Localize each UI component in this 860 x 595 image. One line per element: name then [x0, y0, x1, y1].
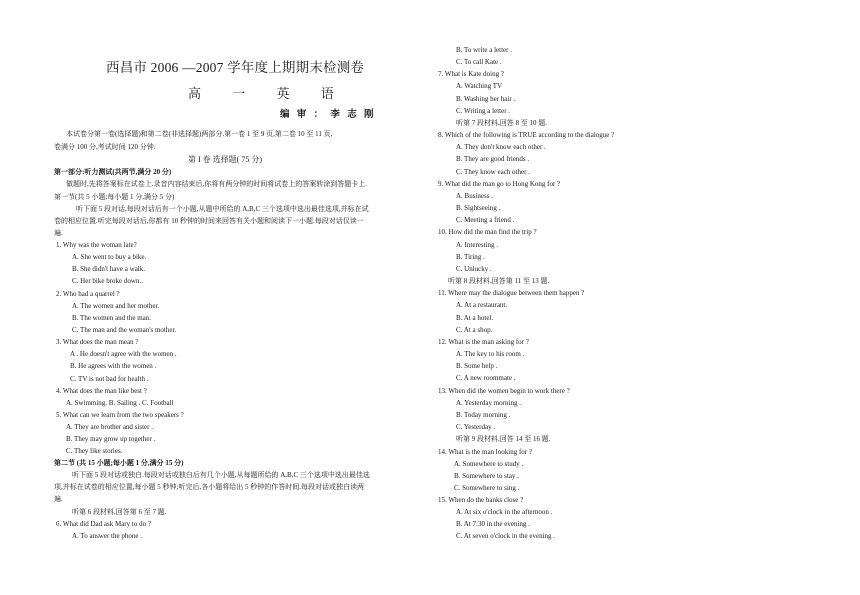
q5-option-b: B. They may grow up together .	[66, 435, 156, 443]
q2-option-c: C. The man and the woman's mother.	[72, 326, 177, 334]
q9-option-b: B. Sightseeing .	[456, 204, 501, 212]
question-4: 4. What does the man like best ?	[56, 387, 147, 395]
q7-option-a: A. Watching TV	[456, 82, 503, 90]
q9-option-a: A. Business .	[456, 192, 493, 200]
q8-option-b: B. They are good friends .	[456, 155, 530, 163]
q2-option-b: B. The women and the man.	[72, 314, 151, 322]
q3-option-b: B. He agrees with the women .	[70, 362, 157, 370]
q10-option-c: C. Unlucky .	[456, 265, 492, 273]
material-9-note: 听第 9 段材料,回答 14 至 16 题.	[456, 435, 551, 443]
q4-options: A. Swimming. B. Sailing . C. Football	[66, 399, 174, 407]
q15-option-b: B. At 7:30 in the evening .	[456, 520, 530, 528]
question-2: 2. Who had a quarrel ?	[56, 290, 120, 298]
question-5: 5. What can we learn from the two speakers ?	[56, 411, 184, 419]
q14-option-c: C. Somewhere to sing .	[454, 484, 520, 492]
q8-option-c: C. They know each other .	[456, 168, 530, 176]
material-7-note: 听第 7 段材料,回答 8 至 10 题.	[456, 119, 547, 127]
q11-option-b: B. At a hotel.	[456, 314, 494, 322]
question-6: 6. What did Dad ask Mary to do ?	[56, 520, 151, 528]
editor-credit: 编 审 ： 李 志 刚	[280, 109, 376, 120]
q12-option-a: A. The key to his room .	[456, 350, 525, 358]
q10-option-b: B. Tiring .	[456, 253, 485, 261]
q12-option-b: B. Some help .	[456, 362, 498, 370]
q15-option-c: C. At seven o'clock in the evening .	[456, 532, 556, 540]
q13-option-a: A. Yesterday morning .	[456, 399, 521, 407]
q11-option-c: C. At a shop.	[456, 326, 493, 334]
part2-heading: 第二节 (共 15 小题;每小题 1 分,满分 15 分)	[54, 459, 184, 467]
q5-option-a: A. They are brother and sister .	[66, 423, 153, 431]
question-3: 3. What does the man mean ?	[56, 338, 139, 346]
question-9: 9. What did the man go to Hong Kong for ?	[438, 180, 561, 188]
q6-option-b: B. To write a letter .	[456, 46, 512, 54]
intro-line-1: 本试卷分第一卷(选择题)和第二卷(非选择题)两部分.第一卷 1 至 9 页,第二卷 10 至 11 页,	[66, 130, 333, 138]
exam-title: 西昌市 2006 —2007 学年度上期期末检测卷	[106, 60, 365, 75]
question-11: 11. Where may the dialogue between them happen ?	[438, 289, 585, 297]
q10-option-a: A. Interesting .	[456, 241, 498, 249]
q9-option-c: C. Meeting a friend .	[456, 216, 515, 224]
q15-option-a: A. At six o'clock in the afternoon .	[456, 508, 553, 516]
q13-option-c: C. Yesterday .	[456, 423, 496, 431]
q3-option-c: C. TV is not bad for health .	[70, 375, 149, 383]
question-15: 15. When do the banks close ?	[438, 496, 524, 504]
question-7: 7. What is Kate doing ?	[438, 70, 504, 78]
q6-option-c: C. To call Kate .	[456, 58, 502, 66]
q1-option-c: C. Her bike broke down..	[72, 277, 143, 285]
q13-option-b: B. Today morning .	[456, 411, 511, 419]
section-heading: 第 I 卷 选择题( 75 分)	[188, 155, 262, 164]
question-13: 13. When did the women begin to work there ?	[438, 387, 570, 395]
q14-option-a: A. Somewhere to study .	[454, 460, 524, 468]
q5-option-c: C. They like stories.	[66, 447, 123, 455]
part2-instruction-1: 听下面 5 段对话或独白.每段对话或独白后有几个小题,从每题所给的 A,B,C 三个选项中选出最佳选	[72, 471, 370, 479]
part1-instruction-4: 卷的相应位置.听完每段对话后,你都有 10 秒钟的时间来回答有关小题和阅读下一小题.每段对话仅读一	[54, 217, 364, 225]
q12-option-c: C. A new roommate .	[456, 374, 516, 382]
question-1: 1. Why was the woman late?	[56, 241, 137, 249]
question-12: 12. What is the man asking for ?	[438, 338, 529, 346]
material-6-note: 听第 6 段材料,回答第 6 至 7 题.	[72, 508, 167, 516]
question-8: 8. Which of the following is TRUE according to the dialogue ?	[438, 131, 615, 139]
material-8-note: 听第 8 段材料,回答第 11 至 13 题.	[448, 277, 550, 285]
q1-option-b: B. She didn't have a walk.	[72, 265, 145, 273]
q7-option-c: C. Writing a letter .	[456, 107, 511, 115]
part1-heading: 第一部分:听力测试(共两节,满分 20 分)	[54, 168, 172, 176]
part2-instruction-2: 项,并标在试卷的相应位置,每小题 5 秒钟;听完后,各小题将给出 5 秒钟的作答时间.每段对话或独白读两	[54, 483, 364, 491]
part1-instruction-3: 听下面 5 段对话,每段对话后有一个小题,从题中所给的 A,B,C 三个选项中选出最佳选项,并标在试	[76, 205, 369, 213]
q14-option-b: B. Somewhere to stay .	[454, 472, 519, 480]
q3-option-a: A . He doesn't agree with the women .	[70, 350, 177, 358]
part1-instruction-2: 第一节(共 5 小题;每小题 1 分,满分 5 分)	[54, 193, 175, 201]
q8-option-a: A. They don't know each other .	[456, 143, 546, 151]
q2-option-a: A. The women and her mother.	[72, 302, 160, 310]
q7-option-b: B. Washing her hair .	[456, 95, 516, 103]
q11-option-a: A. At a restaurant.	[456, 301, 508, 309]
q6-option-a: A. To answer the phone .	[72, 532, 142, 540]
part1-instruction-1: 做题时,先将答案标在试卷上.录音内容结束后,你将有两分钟的时间将试卷上的答案转涂到答题卡上.	[66, 180, 367, 188]
part2-instruction-3: 遍.	[54, 495, 63, 503]
question-10: 10. How did the man find the trip ?	[438, 228, 537, 236]
part1-instruction-5: 遍.	[54, 229, 63, 237]
q1-option-a: A. She went to buy a bike.	[72, 253, 147, 261]
intro-line-2: 卷满分 100 分,考试时间 120 分钟.	[54, 143, 156, 151]
exam-subject: 高 一 英 语	[188, 86, 348, 101]
question-14: 14. What is the man looking for ?	[438, 448, 532, 456]
